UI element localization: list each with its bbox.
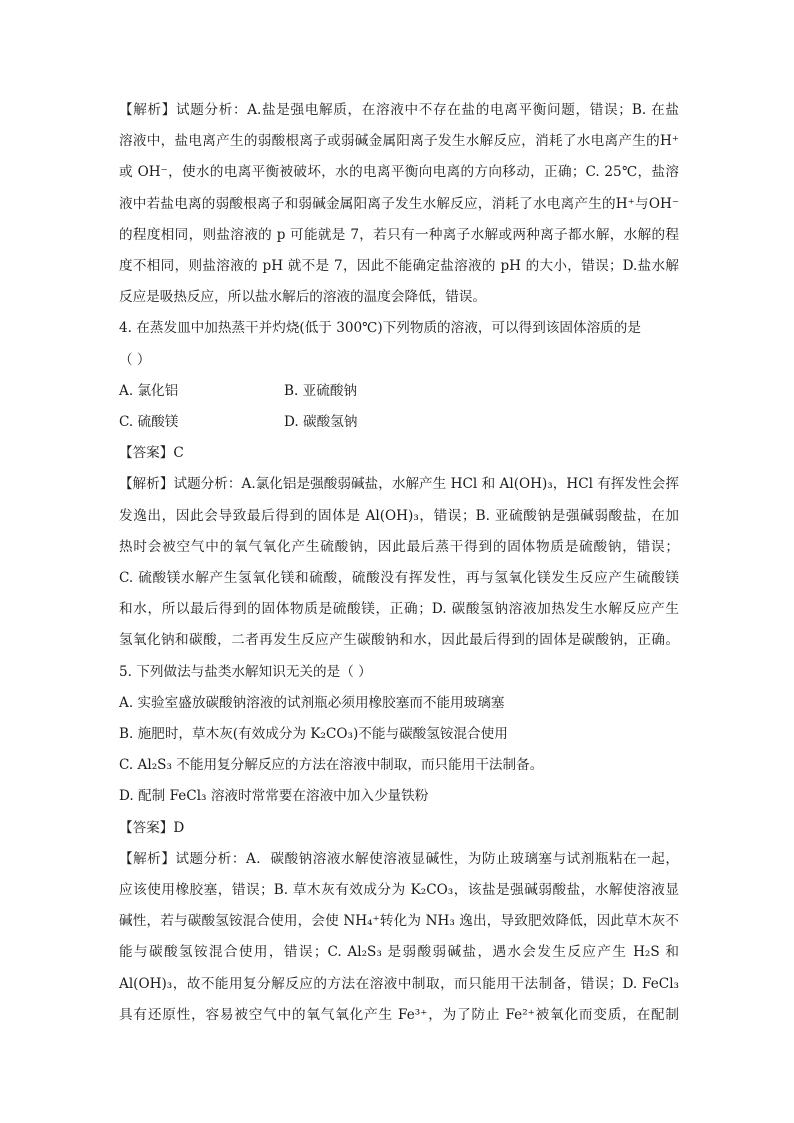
question-4-stem: 4. 在蒸发皿中加热蒸干并灼烧(低于 300℃)下列物质的溶液，可以得到该固体溶质的是 bbox=[119, 320, 641, 337]
question-5-option-c: C. Al₂S₃ 不能用复分解反应的方法在溶液中制取，而只能用干法制备。 bbox=[119, 757, 544, 774]
analysis-q5-line-5: Al(OH)₃，故不能用复分解反应的方法在溶液中制取，而只能用干法制备，错误；D. FeCl₃ bbox=[119, 975, 679, 992]
analysis-q3-line-3: 或 OH⁻，使水的电离平衡被破坏，水的电离平衡向电离的方向移动，正确；C. 25℃，盐溶 bbox=[119, 164, 679, 181]
analysis-q3-line-2: 溶液中，盐电离产生的弱酸根离子或弱碱金属阳离子发生水解反应，消耗了水电离产生的H⁺ bbox=[119, 133, 679, 150]
option-a: A. 氯化铝 bbox=[119, 382, 179, 399]
analysis-q4-line-4: C. 硫酸镁水解产生氢氧化镁和硫酸，硫酸没有挥发性，再与氢氧化镁发生反应产生硫酸镁 bbox=[119, 570, 679, 587]
question-4-options-row-2 bbox=[119, 407, 679, 438]
analysis-q4-line-3: 热时会被空气中的氧气氧化产生硫酸钠，因此最后蒸干得到的固体物质是硫酸钠，错误； bbox=[119, 538, 679, 555]
analysis-q4-line-5: 和水，所以最后得到的固体物质是硫酸镁，正确；D. 碳酸氢钠溶液加热发生水解反应产生 bbox=[119, 601, 679, 618]
analysis-q4-line-2: 发逸出，因此会导致最后得到的固体是 Al(OH)₃，错误；B. 亚硫酸钠是强碱弱酸盐，在加 bbox=[119, 507, 679, 524]
answer-q4: 【答案】C bbox=[119, 445, 184, 462]
option-d: D. 碳酸氢钠 bbox=[284, 414, 358, 431]
analysis-q4-line-1: 【解析】试题分析：A.氯化铝是强酸弱碱盐，水解产生 HCl 和 Al(OH)₃，HCl 有挥发性会挥 bbox=[119, 476, 679, 493]
question-5-option-d: D. 配制 FeCl₃ 溶液时常常要在溶液中加入少量铁粉 bbox=[119, 788, 429, 805]
question-5-option-a: A. 实验室盛放碳酸钠溶液的试剂瓶必须用橡胶塞而不能用玻璃塞 bbox=[119, 694, 505, 711]
analysis-q4-line-6: 氢氧化钠和碳酸，二者再发生反应产生碳酸钠和水，因此最后得到的固体是碳酸钠，正确。 bbox=[119, 632, 679, 649]
analysis-q5-line-1: 【解析】试题分析：A．碳酸钠溶液水解使溶液显碱性，为防止玻璃塞与试剂瓶粘在一起， bbox=[119, 850, 679, 867]
option-c: C. 硫酸镁 bbox=[119, 414, 179, 431]
question-4-options-row-1 bbox=[119, 376, 679, 407]
analysis-q3-line-1: 【解析】试题分析：A.盐是强电解质，在溶液中不存在盐的电离平衡问题，错误；B. 在盐 bbox=[119, 102, 679, 118]
option-b: B. 亚硫酸钠 bbox=[284, 382, 358, 399]
analysis-q5-line-6: 具有还原性，容易被空气中的氧气氧化产生 Fe³⁺，为了防止 Fe²⁺被氧化而变质，在配制 bbox=[119, 1006, 679, 1023]
question-5-option-b: B. 施肥时，草木灰(有效成分为 K₂CO₃)不能与碳酸氢铵混合使用 bbox=[119, 726, 508, 743]
analysis-q3-line-5: 的程度相同，则盐溶液的 p 可能就是 7，若只有一种离子水解或两种离子都水解，水解的程 bbox=[119, 226, 679, 243]
analysis-q5-line-4: 能与碳酸氢铵混合使用，错误；C. Al₂S₃ 是弱酸弱碱盐，遇水会发生反应产生 H₂S 和 bbox=[119, 944, 679, 961]
analysis-q3-line-6: 度不相同，则盐溶液的 pH 就不是 7，因此不能确定盐溶液的 pH 的大小，错误；D.盐水解 bbox=[119, 258, 679, 275]
question-4-blank: （ ） bbox=[119, 351, 151, 368]
document-page bbox=[119, 95, 679, 1031]
analysis-q5-line-2: 应该使用橡胶塞，错误；B. 草木灰有效成分为 K₂CO₃，该盐是强碱弱酸盐，水解使溶液显 bbox=[119, 882, 679, 899]
analysis-q3-line-4: 液中若盐电离的弱酸根离子和弱碱金属阳离子发生水解反应，消耗了水电离产生的H⁺与OH⁻ bbox=[119, 195, 679, 212]
answer-q5: 【答案】D bbox=[119, 819, 185, 836]
question-5-stem: 5. 下列做法与盐类水解知识无关的是（ ） bbox=[119, 663, 372, 680]
analysis-q5-line-3: 碱性，若与碳酸氢铵混合使用，会使 NH₄⁺转化为 NH₃ 逸出，导致肥效降低，因此草木灰不 bbox=[119, 913, 679, 930]
analysis-q3-line-7: 反应是吸热反应，所以盐水解后的溶液的温度会降低，错误。 bbox=[119, 289, 487, 306]
